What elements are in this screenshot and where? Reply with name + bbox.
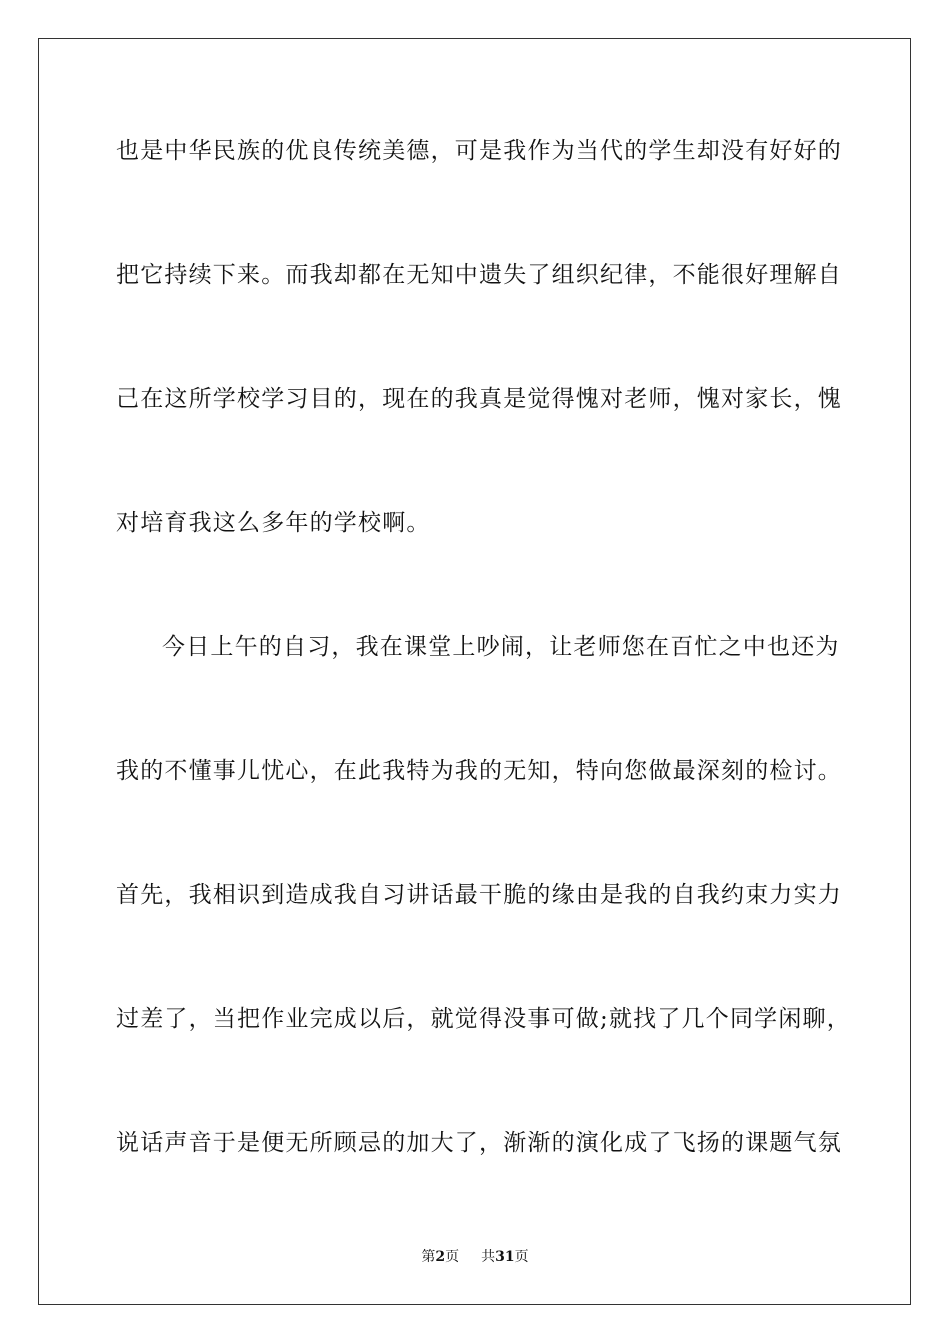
text-line: 我的不懂事儿忧心，在此我特为我的无知，特向您做最深刻的检讨。 <box>116 758 842 784</box>
paragraph-start-line: 今日上午的自习，我在课堂上吵闹，让老师您在百忙之中也还为 <box>162 634 840 660</box>
text-line: 把它持续下来。而我却都在无知中遗失了组织纪律，不能很好理解自 <box>116 262 842 288</box>
text-line: 过差了，当把作业完成以后，就觉得没事可做;就找了几个同学闲聊， <box>116 1006 851 1032</box>
page-prefix: 第 <box>421 1249 436 1265</box>
document-body <box>116 126 851 1242</box>
total-suffix: 页 <box>514 1249 529 1265</box>
total-pages: 31 <box>495 1249 515 1265</box>
text-line: 己在这所学校学习目的，现在的我真是觉得愧对老师，愧对家长，愧 <box>116 386 842 412</box>
page-suffix: 页 <box>445 1249 460 1265</box>
text-line: 首先，我相识到造成我自习讲话最干脆的缘由是我的自我约束力实力 <box>116 882 842 908</box>
text-line: 对培育我这么多年的学校啊。 <box>116 510 431 536</box>
text-line: 也是中华民族的优良传统美德，可是我作为当代的学生却没有好好的 <box>116 138 842 164</box>
text-line: 说话声音于是便无所顾忌的加大了，渐渐的演化成了飞扬的课题气氛 <box>116 1130 842 1156</box>
total-prefix: 共 <box>481 1249 496 1265</box>
page-number: 2 <box>435 1249 446 1265</box>
page-footer <box>0 1246 950 1266</box>
